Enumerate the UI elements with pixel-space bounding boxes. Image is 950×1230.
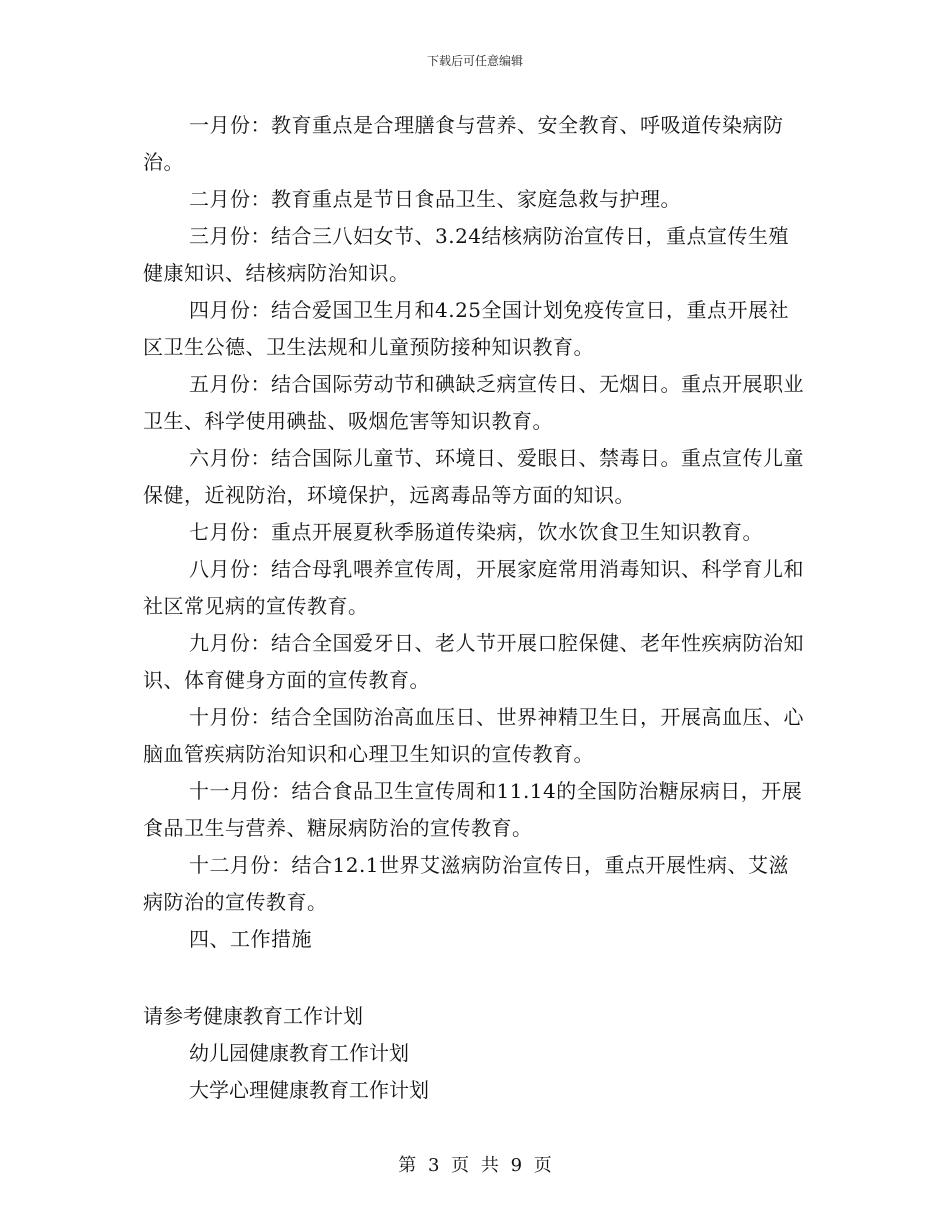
paragraph-jun: 六月份：结合国际儿童节、环境日、爱眼日、禁毒日。重点宣传儿童保健，近视防治，环境保护，远离毒品等方面的知识。 [143, 446, 804, 507]
paragraph-feb: 二月份：教育重点是节日食品卫生、家庭急救与护理。 [189, 187, 681, 211]
reference-link-university[interactable]: 大学心理健康教育工作计划 [189, 1078, 429, 1102]
paragraph-oct: 十月份：结合全国防治高血压日、世界神精卫生日，开展高血压、心脑血管疾病防治知识和心理卫生知识的宣传教育。 [143, 705, 804, 766]
paragraph-mar: 三月份：结合三八妇女节、3.24结核病防治宣传日，重点宣传生殖健康知识、结核病防治知识。 [143, 224, 790, 285]
section-heading-measures: 四、工作措施 [189, 927, 312, 951]
paragraph-may: 五月份：结合国际劳动节和碘缺乏病宣传日、无烟日。重点开展职业卫生、科学使用碘盐、吸烟危害等知识教育。 [143, 372, 804, 433]
page-number: 第 3 页 共 9 页 [398, 1155, 552, 1176]
paragraph-dec: 十二月份：结合12.1世界艾滋病防治宣传日，重点开展性病、艾滋病防治的宣传教育。 [143, 853, 790, 914]
reference-title[interactable]: 请参考健康教育工作计划 [143, 1004, 363, 1028]
paragraph-aug: 八月份：结合母乳喂养宣传周，开展家庭常用消毒知识、科学育儿和社区常见病的宣传教育。 [143, 557, 804, 618]
paragraph-jul: 七月份：重点开展夏秋季肠道传染病，饮水饮食卫生知识教育。 [189, 520, 763, 544]
paragraph-jan: 一月份：教育重点是合理膳食与营养、安全教育、呼吸道传染病防治。 [143, 113, 784, 174]
paragraph-nov: 十一月份：结合食品卫生宣传周和11.14的全国防治糖尿病日，开展食品卫生与营养、糖尿病防治的宣传教育。 [143, 779, 803, 840]
reference-link-kindergarten[interactable]: 幼儿园健康教育工作计划 [189, 1041, 409, 1065]
page-header: 下载后可任意编辑 [426, 54, 523, 68]
paragraph-sep: 九月份：结合全国爱牙日、老人节开展口腔保健、老年性疾病防治知识、体育健身方面的宣传教育。 [143, 631, 804, 692]
paragraph-apr: 四月份：结合爱国卫生月和4.25全国计划免疫传宣日，重点开展社区卫生公德、卫生法规和儿童预防接种知识教育。 [143, 298, 790, 359]
reference-links [143, 998, 808, 1109]
document-body [143, 107, 808, 958]
